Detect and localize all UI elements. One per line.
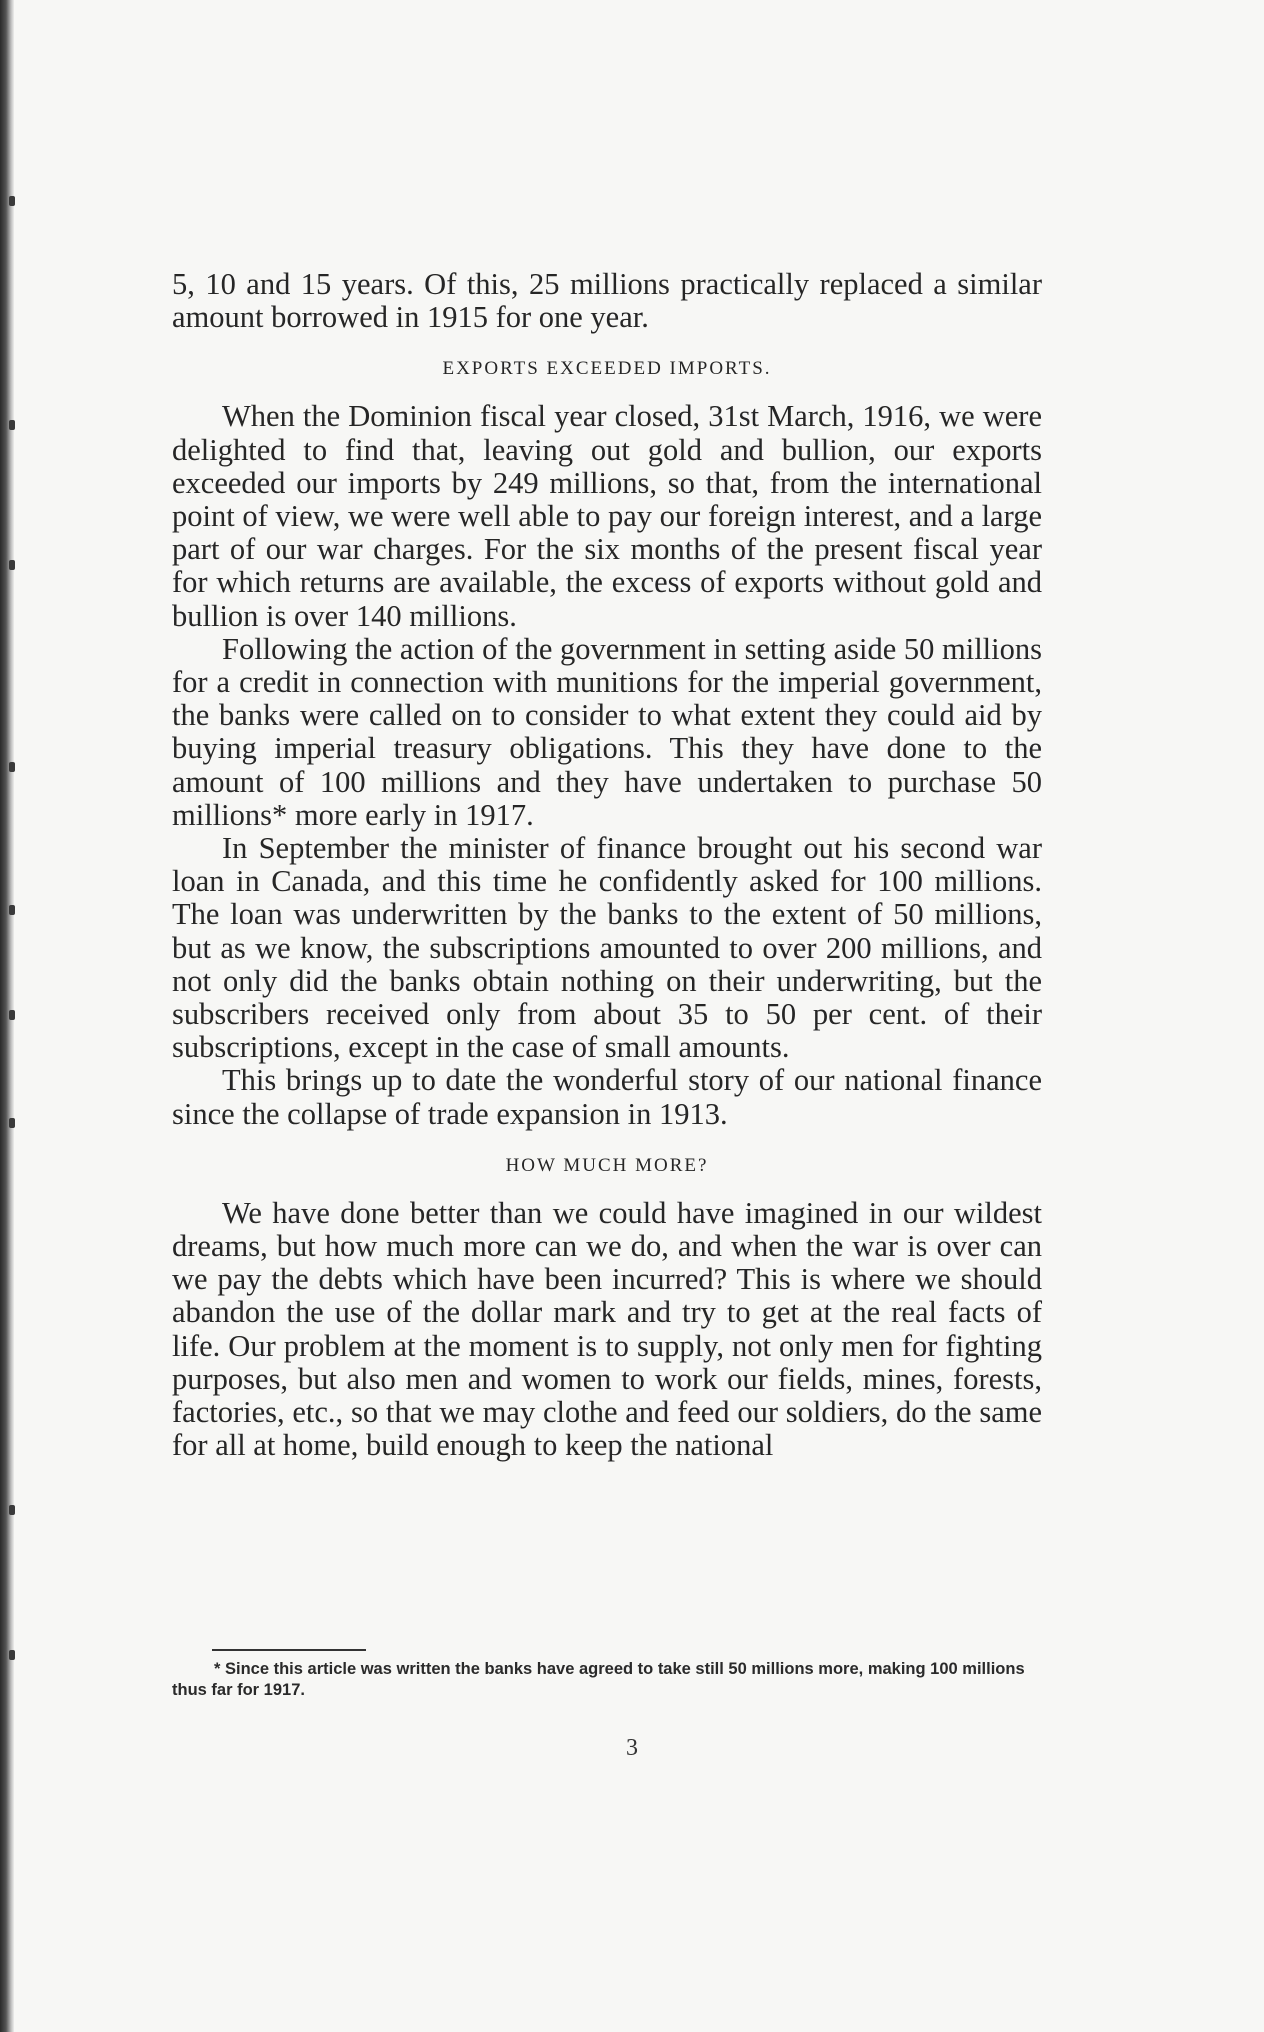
paragraph: When the Dominion fiscal year closed, 31st March, 1916, we were delighted to find that, leaving out gold and bullion, our exports exceeded our imports by 249 millions, so that, from the international point of view, we were well able to pay our foreign interest, and a large part of our war charges. For the six months of the present fiscal year for which returns are available, the excess of exports without gold and bullion is over 140 millions. [172, 399, 1042, 633]
binding-mark [9, 762, 15, 772]
binding-mark [9, 420, 15, 430]
section-heading: HOW MUCH MORE? [505, 1154, 709, 1176]
section-heading: EXPORTS EXCEEDED IMPORTS. [442, 358, 772, 380]
paragraph: Following the action of the government in setting aside 50 millions for a credit in connection with munitions for the imperial government, the banks were called on to consider to what extent they could aid by buying imperial treasury obligations. This they have done to the amount of 100 millions and they have undertaken to purchase 50 millions* more early in 1917. [172, 631, 1043, 832]
binding-mark [9, 1505, 15, 1515]
binding-mark [9, 1650, 15, 1660]
binding-mark [9, 560, 15, 570]
paragraph: This brings up to date the wonderful story of our national finance since the collapse of trade expansion in 1913. [172, 1063, 1042, 1131]
binding-mark [9, 196, 15, 206]
paragraph: 5, 10 and 15 years. Of this, 25 millions practically replaced a similar amount borrowed in 1915 for one year. [172, 267, 1042, 335]
paragraph: In September the minister of finance brought out his second war loan in Canada, and this time he confidently asked for 100 millions. The loan was underwritten by the banks to the extent of 50 millions, but as we know, the subscriptions amounted to over 200 millions, and not only did the banks obtain nothing on their underwriting, but the subscribers received only from about 35 to 50 per cent. of their subscriptions, except in the case of small amounts. [172, 831, 1042, 1065]
paragraph: We have done better than we could have imagined in our wildest dreams, but how much more can we do, and when the war is over can we pay the debts which have been incurred? This is where we should abandon the use of the dollar mark and try to get at the real facts of life. Our problem at the moment is to supply, not only men for fighting purposes, but also men and women to work our fields, mines, forests, factories, etc., so that we may clothe and feed our soldiers, do the same for all at home, build enough to keep the national [172, 1195, 1042, 1463]
body-text [172, 268, 1042, 1463]
binding-mark [9, 1118, 15, 1128]
book-binding-edge [0, 0, 14, 2032]
footnote-divider [212, 1649, 366, 1651]
footnote: * Since this article was written the banks have agreed to take still 50 millions more, making 100 millions thus far for 1917. [172, 1660, 1025, 1699]
page-number: 3 [626, 1735, 638, 1761]
binding-mark [9, 1010, 15, 1020]
binding-mark [9, 905, 15, 915]
